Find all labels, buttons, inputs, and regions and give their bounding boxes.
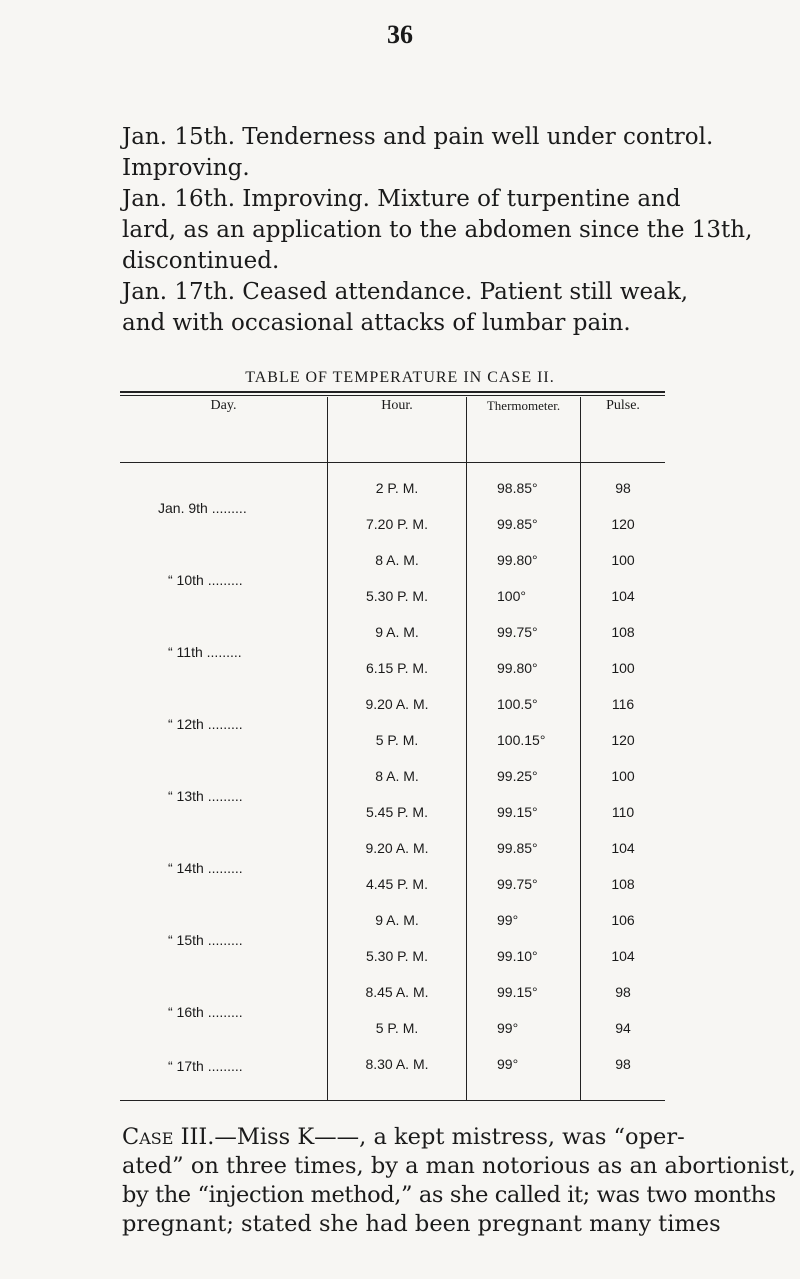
thermometer-cell: 99.10° — [497, 948, 538, 964]
day-label: “ 13th ......... — [168, 788, 243, 804]
text-line: Jan. 15th. Tenderness and pain well under control. — [122, 124, 714, 150]
thermometer-cell: 99° — [497, 912, 519, 928]
hour-cell: 8.45 A. M. — [365, 984, 429, 1000]
hour-cell: 5 P. M. — [375, 732, 419, 748]
pulse-cell: 120 — [611, 516, 635, 532]
hour-cell: 5 P. M. — [375, 1020, 419, 1036]
day-label: “ 10th ......... — [168, 572, 243, 588]
thermometer-cell: 99.15° — [497, 804, 538, 820]
hour-cell: 9.20 A. M. — [365, 696, 429, 712]
thermometer-cell: 99.75° — [497, 876, 538, 892]
pulse-cell: 116 — [611, 696, 635, 712]
hour-cell: 5.30 P. M. — [365, 948, 428, 964]
case-heading: Case III. — [122, 1124, 215, 1150]
thermometer-cell: 98.85° — [497, 480, 538, 496]
pulse-cell: 98 — [615, 1056, 631, 1072]
thermometer-cell: 99.85° — [497, 516, 538, 532]
hour-cell: 8 A. M. — [375, 768, 419, 784]
thermometer-cell: 100.5° — [497, 696, 538, 712]
pulse-cell: 98 — [615, 984, 631, 1000]
day-label: “ 16th ......... — [168, 1004, 243, 1020]
pulse-cell: 104 — [611, 948, 635, 964]
page-number: 36 — [387, 20, 413, 49]
thermometer-cell: 99.25° — [497, 768, 538, 784]
text-line: by the “injection method,” as she called it; was two months — [122, 1182, 776, 1208]
thermometer-cell: 100.15° — [497, 732, 546, 748]
header-day: Day. — [210, 398, 237, 413]
pulse-cell: 100 — [611, 660, 635, 676]
table-top-rule-thin — [120, 395, 665, 396]
hour-cell: 2 P. M. — [375, 480, 419, 496]
table-header-rule — [120, 462, 665, 463]
thermometer-cell: 99° — [497, 1020, 519, 1036]
day-label: “ 15th ......... — [168, 932, 243, 948]
thermometer-cell: 99.85° — [497, 840, 538, 856]
table-top-rule — [120, 391, 665, 393]
hour-cell: 8.30 A. M. — [365, 1056, 429, 1072]
thermometer-cell: 99.80° — [497, 660, 538, 676]
day-label: “ 17th ......... — [168, 1058, 243, 1074]
day-label: “ 14th ......... — [168, 860, 243, 876]
hour-cell: 8 A. M. — [375, 552, 419, 568]
text-line — [122, 1123, 685, 1152]
hour-cell: 6.15 P. M. — [365, 660, 428, 676]
pulse-cell: 106 — [611, 912, 635, 928]
case-paragraph — [122, 1123, 796, 1239]
text-line: Jan. 16th. Improving. Mixture of turpentine and — [122, 186, 681, 212]
text-line: pregnant; stated she had been pregnant many times — [122, 1211, 721, 1237]
hour-cell: 5.45 P. M. — [365, 804, 428, 820]
thermometer-cell: 100° — [497, 588, 526, 604]
hour-cell: 7.20 P. M. — [365, 516, 428, 532]
header-thermometer: Thermometer. — [486, 398, 561, 413]
text-line: Jan. 17th. Ceased attendance. Patient still weak, — [122, 279, 689, 305]
pulse-cell: 108 — [611, 876, 635, 892]
text-line: lard, as an application to the abdomen since the 13th, — [122, 217, 753, 243]
hour-cell: 9 A. M. — [375, 624, 419, 640]
hour-cell: 4.45 P. M. — [365, 876, 428, 892]
pulse-cell: 98 — [615, 480, 631, 496]
day-label: “ 11th ......... — [168, 644, 242, 660]
text-fragment: —Miss K——, a kept mistress, was “oper- — [214, 1124, 685, 1150]
hour-cell: 9.20 A. M. — [365, 840, 429, 856]
text-line: ated” on three times, by a man notorious as an abortionist, — [122, 1153, 796, 1179]
intro-paragraph — [122, 122, 753, 339]
pulse-cell: 104 — [611, 840, 635, 856]
pulse-cell: 120 — [611, 732, 635, 748]
text-line: discontinued. — [122, 248, 280, 274]
pulse-cell: 94 — [615, 1020, 631, 1036]
day-label: “ 12th ......... — [168, 716, 243, 732]
table-title: TABLE OF TEMPERATURE IN CASE II. — [245, 369, 555, 386]
thermometer-cell: 99.80° — [497, 552, 538, 568]
day-label: Jan. 9th ......... — [158, 500, 247, 516]
header-hour: Hour. — [381, 398, 413, 413]
header-pulse: Pulse. — [606, 398, 640, 413]
pulse-cell: 100 — [611, 552, 635, 568]
hour-cell: 9 A. M. — [375, 912, 419, 928]
pulse-cell: 104 — [611, 588, 635, 604]
column-divider — [466, 397, 467, 1100]
pulse-cell: 110 — [611, 804, 635, 820]
thermometer-cell: 99.75° — [497, 624, 538, 640]
text-line: and with occasional attacks of lumbar pain. — [122, 310, 631, 336]
table-bottom-rule — [120, 1100, 665, 1101]
pulse-cell: 108 — [611, 624, 635, 640]
text-line: Improving. — [122, 155, 250, 181]
thermometer-cell: 99° — [497, 1056, 519, 1072]
thermometer-cell: 99.15° — [497, 984, 538, 1000]
pulse-cell: 100 — [611, 768, 635, 784]
hour-cell: 5.30 P. M. — [365, 588, 428, 604]
